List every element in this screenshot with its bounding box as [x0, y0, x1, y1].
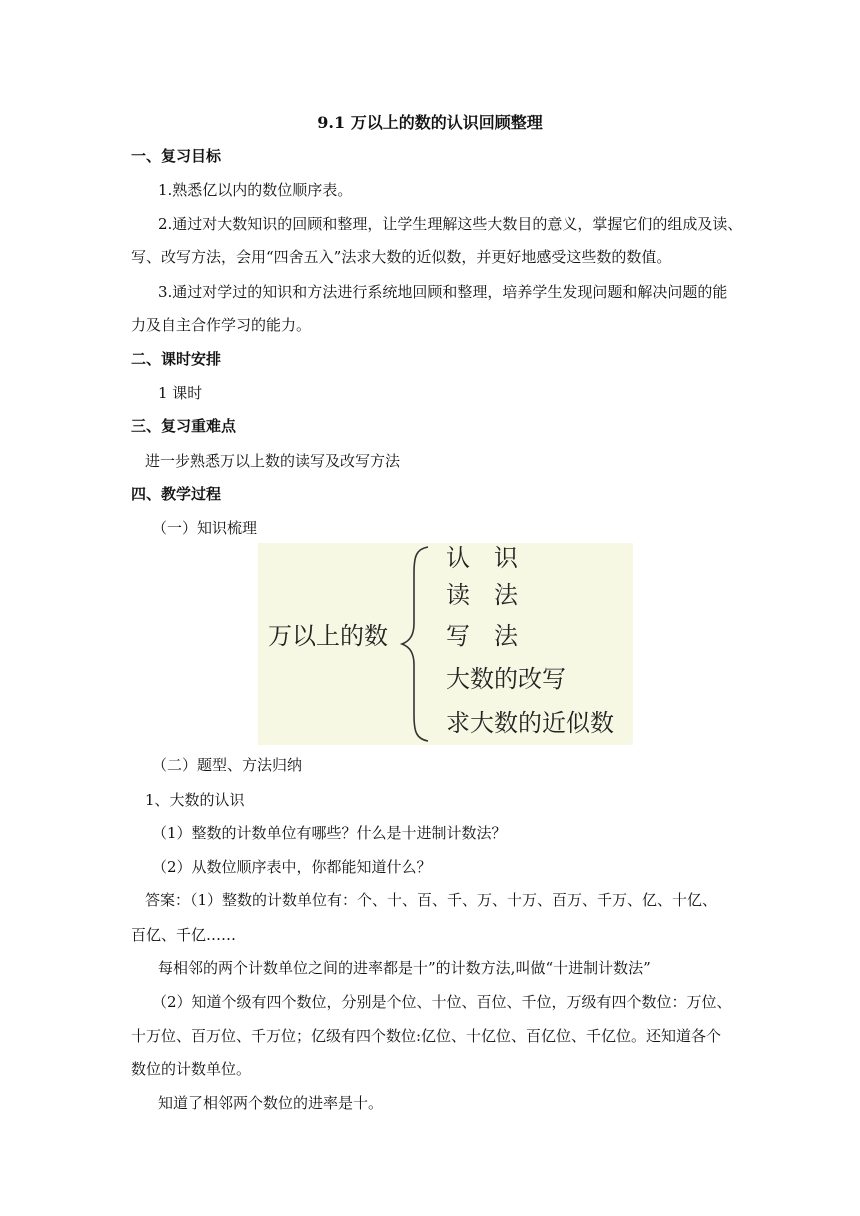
mind-map-item: 写 法	[446, 622, 518, 650]
mind-map-root: 万以上的数	[268, 622, 388, 650]
goal-item-1: 1.熟悉亿以内的数位顺序表。	[158, 181, 353, 199]
goal-item-3-line-1: 3.通过对学过的知识和方法进行系统地回顾和整理，培养学生发现问题和解决问题的能	[158, 283, 728, 301]
subsection-methods: （二）题型、方法归纳	[152, 756, 303, 774]
goal-item-2-line-1: 2.通过对大数知识的回顾和整理，让学生理解这些大数目的意义，掌握它们的组成及读、	[158, 215, 743, 233]
section-heading-keypoints: 三、复习重难点	[131, 417, 237, 435]
section-heading-goals: 一、复习目标	[131, 147, 222, 165]
question-title: 1、大数的认识	[145, 791, 245, 809]
knowledge-mind-map	[258, 543, 633, 745]
mind-map-item: 读 法	[446, 581, 518, 609]
mind-map-item: 求大数的近似数	[446, 709, 614, 737]
answer-1-line-2: 百亿、千亿……	[131, 926, 237, 944]
document-title: 9.1 万以上的数的认识回顾整理	[317, 113, 543, 132]
goal-item-3-line-2: 力及自主合作学习的能力。	[131, 316, 312, 334]
question-2: （2）从数位顺序表中，你都能知道什么？	[152, 858, 432, 876]
keypoints-text: 进一步熟悉万以上数的读写及改写方法	[145, 452, 401, 470]
question-1: （1）整数的计数单位有哪些？什么是十进制计数法？	[152, 824, 507, 842]
section-heading-process: 四、教学过程	[131, 485, 222, 503]
answer-2-line-2: 十万位、百万位、千万位；亿级有四个数位:亿位、十亿位、百亿位、千亿位。还知道各个	[131, 1027, 722, 1045]
goal-item-2-line-2: 写、改写方法，会用“四舍五入”法求大数的近似数，并更好地感受这些数的数值。	[131, 248, 672, 266]
answer-1-line-1: 答案：（1）整数的计数单位有：个、十、百、千、万、十万、百万、千万、亿、十亿、	[145, 891, 718, 909]
schedule-text: 1 课时	[158, 384, 203, 402]
answer-3: 知道了相邻两个数位的进率是十。	[158, 1094, 384, 1112]
section-heading-schedule: 二、课时安排	[131, 350, 222, 368]
subsection-knowledge: （一）知识梳理	[152, 519, 258, 537]
brace-icon	[398, 543, 438, 745]
mind-map-item: 认 识	[446, 544, 518, 572]
answer-2-line-3: 数位的计数单位。	[131, 1060, 252, 1078]
mind-map-item: 大数的改写	[446, 665, 566, 693]
answer-2-line-1: （2）知道个级有四个数位，分别是个位、十位、百位、千位，万级有四个数位：万位、	[152, 993, 732, 1011]
answer-1-line-3: 每相邻的两个计数单位之间的进率都是十”的计数方法,叫做“十进制计数法”	[158, 959, 651, 977]
